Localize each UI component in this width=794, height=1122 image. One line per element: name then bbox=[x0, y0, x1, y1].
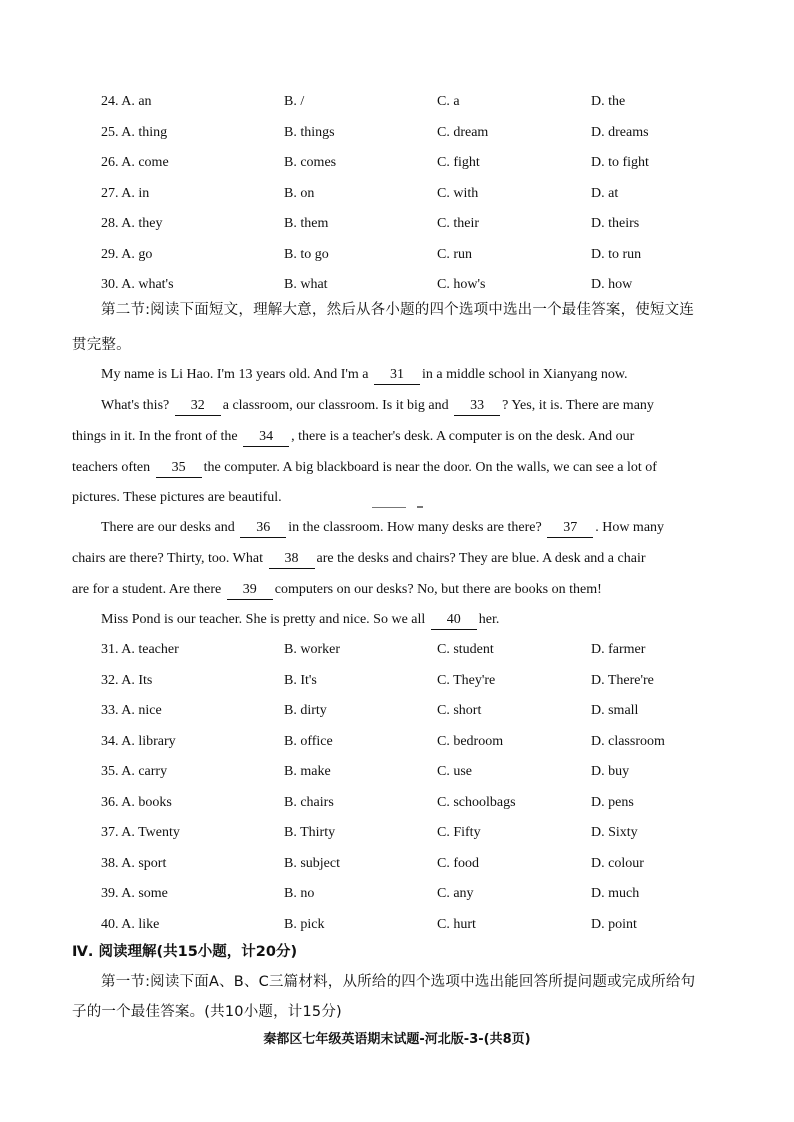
blank-34: 34 bbox=[243, 428, 289, 447]
option-d: D. dreams bbox=[591, 124, 649, 140]
passage-line bbox=[72, 426, 634, 448]
option-a: 29. A. go bbox=[101, 246, 153, 262]
option-a: 28. A. they bbox=[101, 216, 163, 231]
option-d: D. point bbox=[591, 916, 637, 932]
option-b: B. dirty bbox=[284, 703, 327, 718]
option-b: B. Thirty bbox=[284, 825, 336, 840]
passage-line bbox=[72, 579, 602, 601]
blank-38: 38 bbox=[269, 550, 315, 569]
scan-artifact bbox=[417, 506, 423, 508]
option-c: C. food bbox=[437, 855, 479, 871]
option-d: D. to fight bbox=[591, 155, 649, 170]
passage-text: in a middle school in Xianyang now. bbox=[422, 367, 628, 382]
option-d: D. buy bbox=[591, 764, 630, 779]
option-b: B. / bbox=[284, 94, 305, 109]
passage-text: What's this? bbox=[101, 398, 173, 413]
passage-line bbox=[72, 457, 657, 479]
option-a: 35. A. carry bbox=[101, 764, 168, 779]
option-a: 25. A. thing bbox=[101, 124, 168, 140]
option-row bbox=[0, 213, 794, 235]
option-c: C. dream bbox=[437, 124, 489, 140]
option-b: B. office bbox=[284, 733, 333, 749]
section-heading: Ⅳ. 阅读理解(共15小题，计20分) bbox=[72, 944, 298, 960]
passage-line bbox=[101, 364, 628, 386]
option-row bbox=[0, 731, 794, 753]
blank-35: 35 bbox=[156, 459, 202, 478]
passage-text: things in it. In the front of the bbox=[72, 429, 242, 444]
option-a: 39. A. some bbox=[101, 886, 168, 901]
option-row bbox=[0, 122, 794, 144]
option-d: D. There're bbox=[591, 672, 654, 688]
passage-line bbox=[101, 395, 654, 417]
option-b: B. on bbox=[284, 185, 315, 201]
option-a: 31. A. teacher bbox=[101, 642, 179, 657]
option-b: B. things bbox=[284, 124, 335, 140]
option-a: 32. A. Its bbox=[101, 672, 153, 688]
option-b: B. make bbox=[284, 764, 331, 779]
blank-31: 31 bbox=[374, 366, 420, 385]
blank-37: 37 bbox=[547, 519, 593, 538]
option-row bbox=[0, 639, 794, 661]
option-c: C. run bbox=[437, 246, 472, 262]
section-instruction-cont: 子的一个最佳答案。(共10小题，计15分) bbox=[72, 1004, 342, 1020]
option-row bbox=[0, 244, 794, 266]
option-b: B. pick bbox=[284, 916, 325, 932]
passage-text: ? Yes, it is. There are many bbox=[502, 398, 654, 413]
passage-text: , there is a teacher's desk. A computer is on the desk. And our bbox=[291, 429, 635, 444]
option-d: D. farmer bbox=[591, 642, 646, 657]
option-b: B. what bbox=[284, 277, 328, 292]
passage-line: pictures. These pictures are beautiful. bbox=[72, 490, 282, 505]
option-b: B. subject bbox=[284, 855, 340, 871]
option-b: B. to go bbox=[284, 246, 329, 262]
option-row bbox=[0, 183, 794, 205]
option-d: D. colour bbox=[591, 855, 644, 871]
passage-text: are the desks and chairs? They are blue. A desk and a chair bbox=[316, 551, 646, 566]
option-a: 40. A. like bbox=[101, 916, 160, 932]
option-a: 37. A. Twenty bbox=[101, 825, 180, 840]
option-a: 33. A. nice bbox=[101, 703, 162, 718]
option-row bbox=[0, 152, 794, 174]
option-c: C. schoolbags bbox=[437, 794, 516, 810]
option-d: D. how bbox=[591, 277, 633, 292]
option-c: C. fight bbox=[437, 155, 480, 170]
option-c: C. short bbox=[437, 703, 482, 718]
section-instruction: 第二节:阅读下面短文，理解大意，然后从各小题的四个选项中选出一个最佳答案，使短文连 bbox=[101, 302, 695, 318]
option-d: D. pens bbox=[591, 794, 634, 810]
option-row bbox=[0, 670, 794, 692]
option-c: C. with bbox=[437, 185, 479, 201]
option-c: C. bedroom bbox=[437, 733, 504, 749]
page-footer: 秦都区七年级英语期末试题-河北版-3-(共8页) bbox=[263, 1032, 531, 1047]
option-a: 30. A. what's bbox=[101, 277, 174, 292]
section-instruction: 第一节:阅读下面A、B、C三篇材料，从所给的四个选项中选出能回答所提问题或完成所给句 bbox=[101, 974, 696, 990]
option-c: C. how's bbox=[437, 277, 486, 292]
passage-text: are for a student. Are there bbox=[72, 582, 225, 597]
option-a: 26. A. come bbox=[101, 155, 169, 170]
passage-line bbox=[101, 609, 499, 631]
option-row bbox=[0, 853, 794, 875]
option-a: 36. A. books bbox=[101, 794, 172, 810]
option-d: D. theirs bbox=[591, 216, 640, 231]
option-row bbox=[0, 700, 794, 722]
passage-text: in the classroom. How many desks are there? bbox=[288, 520, 546, 535]
option-c: C. Fifty bbox=[437, 825, 481, 840]
option-row bbox=[0, 914, 794, 936]
option-a: 27. A. in bbox=[101, 185, 150, 201]
passage-line bbox=[72, 548, 646, 570]
option-d: D. at bbox=[591, 185, 619, 201]
blank-32: 32 bbox=[175, 397, 221, 416]
passage-text: the computer. A big blackboard is near the door. On the walls, we can see a lot of bbox=[203, 460, 657, 475]
option-c: C. any bbox=[437, 886, 474, 901]
option-d: D. small bbox=[591, 703, 639, 718]
passage-text: There are our desks and bbox=[101, 520, 239, 535]
option-b: B. them bbox=[284, 216, 329, 231]
passage-text: My name is Li Hao. I'm 13 years old. And I'm a bbox=[101, 367, 372, 382]
option-row bbox=[0, 822, 794, 844]
option-d: D. to run bbox=[591, 246, 642, 262]
passage-text: Miss Pond is our teacher. She is pretty and nice. So we all bbox=[101, 612, 429, 627]
option-b: B. chairs bbox=[284, 794, 334, 810]
blank-36: 36 bbox=[240, 519, 286, 538]
option-a: 38. A. sport bbox=[101, 855, 167, 871]
option-b: B. no bbox=[284, 886, 315, 901]
option-b: B. It's bbox=[284, 672, 317, 688]
option-d: D. Sixty bbox=[591, 825, 638, 840]
option-c: C. a bbox=[437, 94, 460, 109]
option-b: B. comes bbox=[284, 155, 337, 170]
option-row bbox=[0, 792, 794, 814]
passage-text: . How many bbox=[595, 520, 665, 535]
option-d: D. much bbox=[591, 886, 640, 901]
option-row bbox=[0, 761, 794, 783]
option-c: C. use bbox=[437, 764, 472, 779]
option-a: 34. A. library bbox=[101, 733, 176, 749]
option-d: D. the bbox=[591, 94, 626, 109]
passage-text: chairs are there? Thirty, too. What bbox=[72, 551, 267, 566]
option-row bbox=[0, 91, 794, 113]
option-row bbox=[0, 883, 794, 905]
blank-40: 40 bbox=[431, 611, 477, 630]
passage-text: computers on our desks? No, but there are books on them! bbox=[274, 582, 602, 597]
passage-text: a classroom, our classroom. Is it big and bbox=[222, 398, 453, 413]
passage-text: teachers often bbox=[72, 460, 154, 475]
passage-line bbox=[101, 517, 664, 539]
option-row bbox=[0, 274, 794, 296]
option-b: B. worker bbox=[284, 642, 340, 657]
section-instruction-cont: 贯完整。 bbox=[72, 337, 131, 353]
blank-33: 33 bbox=[454, 397, 500, 416]
blank-39: 39 bbox=[227, 581, 273, 600]
option-c: C. their bbox=[437, 216, 479, 231]
option-d: D. classroom bbox=[591, 733, 665, 749]
option-c: C. They're bbox=[437, 672, 496, 688]
passage-text: her. bbox=[478, 612, 500, 627]
option-c: C. student bbox=[437, 642, 494, 657]
option-a: 24. A. an bbox=[101, 94, 152, 109]
option-c: C. hurt bbox=[437, 916, 476, 932]
scan-artifact bbox=[372, 507, 406, 508]
